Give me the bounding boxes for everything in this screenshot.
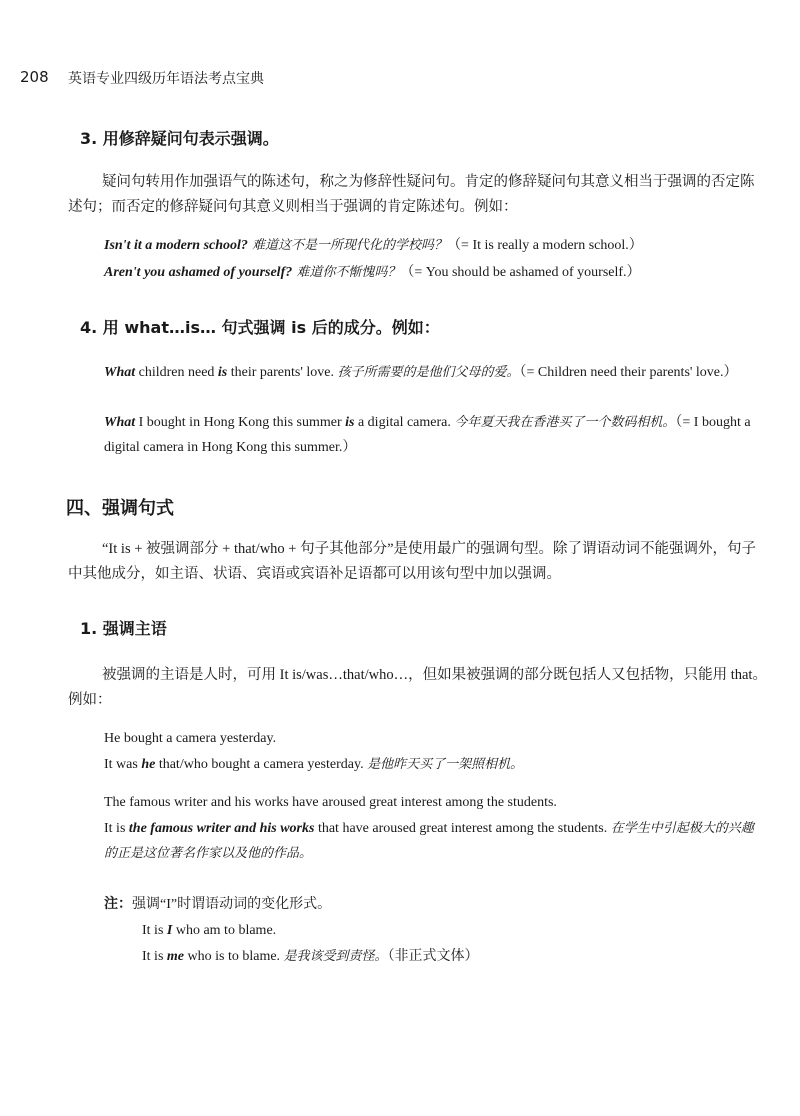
example-chinese: 难道这不是一所现代化的学校吗？ bbox=[247, 238, 448, 253]
example-text: who am to blame. bbox=[172, 923, 277, 938]
example-text: that/who bought a camera yesterday. bbox=[155, 757, 368, 772]
emphasis-word: is bbox=[345, 415, 355, 430]
example-chinese: 孩子所需要的是他们父母的爱。 bbox=[337, 365, 520, 380]
note-example-1 bbox=[142, 918, 742, 943]
example-equivalent: （= It is really a modern school.） bbox=[447, 238, 643, 253]
subsection-1-example-2b bbox=[104, 816, 764, 866]
subsection-1-example-1b bbox=[104, 752, 764, 777]
emphasis-word: me bbox=[166, 949, 184, 964]
example-chinese: 是我该受到责怪。 bbox=[283, 949, 388, 964]
subsection-1-example-1a: He bought a camera yesterday. bbox=[104, 731, 277, 746]
example-equivalent: （= I bought a digital camera in Hong Kong this summer.） bbox=[104, 415, 751, 455]
example-equivalent: （= You should be ashamed of yourself.） bbox=[400, 265, 641, 280]
note-label: 注： bbox=[104, 896, 132, 912]
subsection-1-paragraph: 被强调的主语是人时，可用 It is/was…that/who…，但如果被强调的部分既包括人又包括物，只能用 that。例如： bbox=[68, 667, 767, 708]
emphasis-word: he bbox=[141, 757, 156, 772]
section-3-example-2 bbox=[104, 260, 784, 285]
section-4-example-1 bbox=[104, 360, 764, 385]
section-4-example-2 bbox=[104, 410, 764, 460]
example-text: that have aroused great interest among the students. bbox=[314, 821, 611, 836]
section-4-heading: 4. 用 what…is… 句式强调 is 后的成分。例如： bbox=[80, 318, 440, 337]
example-english: Aren't you ashamed of yourself? bbox=[104, 265, 293, 280]
page-number: 208 bbox=[20, 68, 49, 86]
note-example-2 bbox=[142, 944, 762, 969]
section-3-example-1 bbox=[104, 233, 784, 258]
emphasis-word: the famous writer and his works bbox=[128, 821, 315, 836]
example-chinese: 在学生中引起极大的兴趣的正是这位著名作家以及他的作品。 bbox=[104, 821, 754, 861]
example-english: Isn't it a modern school? bbox=[104, 238, 248, 253]
chapter-section-paragraph: “It is + 被强调部分 + that/who + 句子其他部分”是使用最广的强调句型。除了谓语动词不能强调外，句子中其他成分，如主语、状语、宾语或宾语补足语都可以用该句型中加以强调。 bbox=[68, 541, 757, 582]
example-text: It is bbox=[142, 923, 167, 938]
section-3-paragraph: 疑问句转用作加强语气的陈述句，称之为修辞性疑问句。肯定的修辞疑问句其意义相当于强调的否定陈述句；而否定的修辞疑问句其意义则相当于强调的肯定陈述句。例如： bbox=[68, 174, 755, 215]
register-tag: （非正式文体） bbox=[387, 949, 479, 964]
example-chinese: 是他昨天买了一架照相机。 bbox=[367, 757, 524, 772]
example-text: It is bbox=[142, 949, 167, 964]
running-title: 英语专业四级历年语法考点宝典 bbox=[68, 71, 264, 87]
emphasis-word: What bbox=[104, 365, 136, 380]
example-text: who is to blame. bbox=[184, 949, 284, 964]
subsection-1-example-2a: The famous writer and his works have aroused great interest among the students. bbox=[104, 795, 557, 810]
emphasis-word: I bbox=[166, 923, 173, 938]
example-text: It is bbox=[104, 821, 129, 836]
example-text: It was bbox=[104, 757, 142, 772]
example-text: children need bbox=[135, 365, 218, 380]
subsection-1-heading: 1. 强调主语 bbox=[80, 619, 167, 638]
example-text: a digital camera. bbox=[354, 415, 455, 430]
note-heading bbox=[104, 892, 744, 917]
example-equivalent: （= Children need their parents' love.） bbox=[519, 365, 738, 380]
example-text: I bought in Hong Kong this summer bbox=[135, 415, 346, 430]
chapter-section-heading: 四、强调句式 bbox=[66, 498, 174, 519]
note-text: 强调“I”时谓语动词的变化形式。 bbox=[132, 897, 332, 912]
example-text: their parents' love. bbox=[227, 365, 338, 380]
example-chinese: 今年夏天我在香港买了一个数码相机。 bbox=[454, 415, 676, 430]
emphasis-word: is bbox=[217, 365, 228, 380]
section-3-heading: 3. 用修辞疑问句表示强调。 bbox=[80, 129, 279, 148]
example-chinese: 难道你不惭愧吗？ bbox=[292, 265, 401, 280]
emphasis-word: What bbox=[104, 415, 136, 430]
